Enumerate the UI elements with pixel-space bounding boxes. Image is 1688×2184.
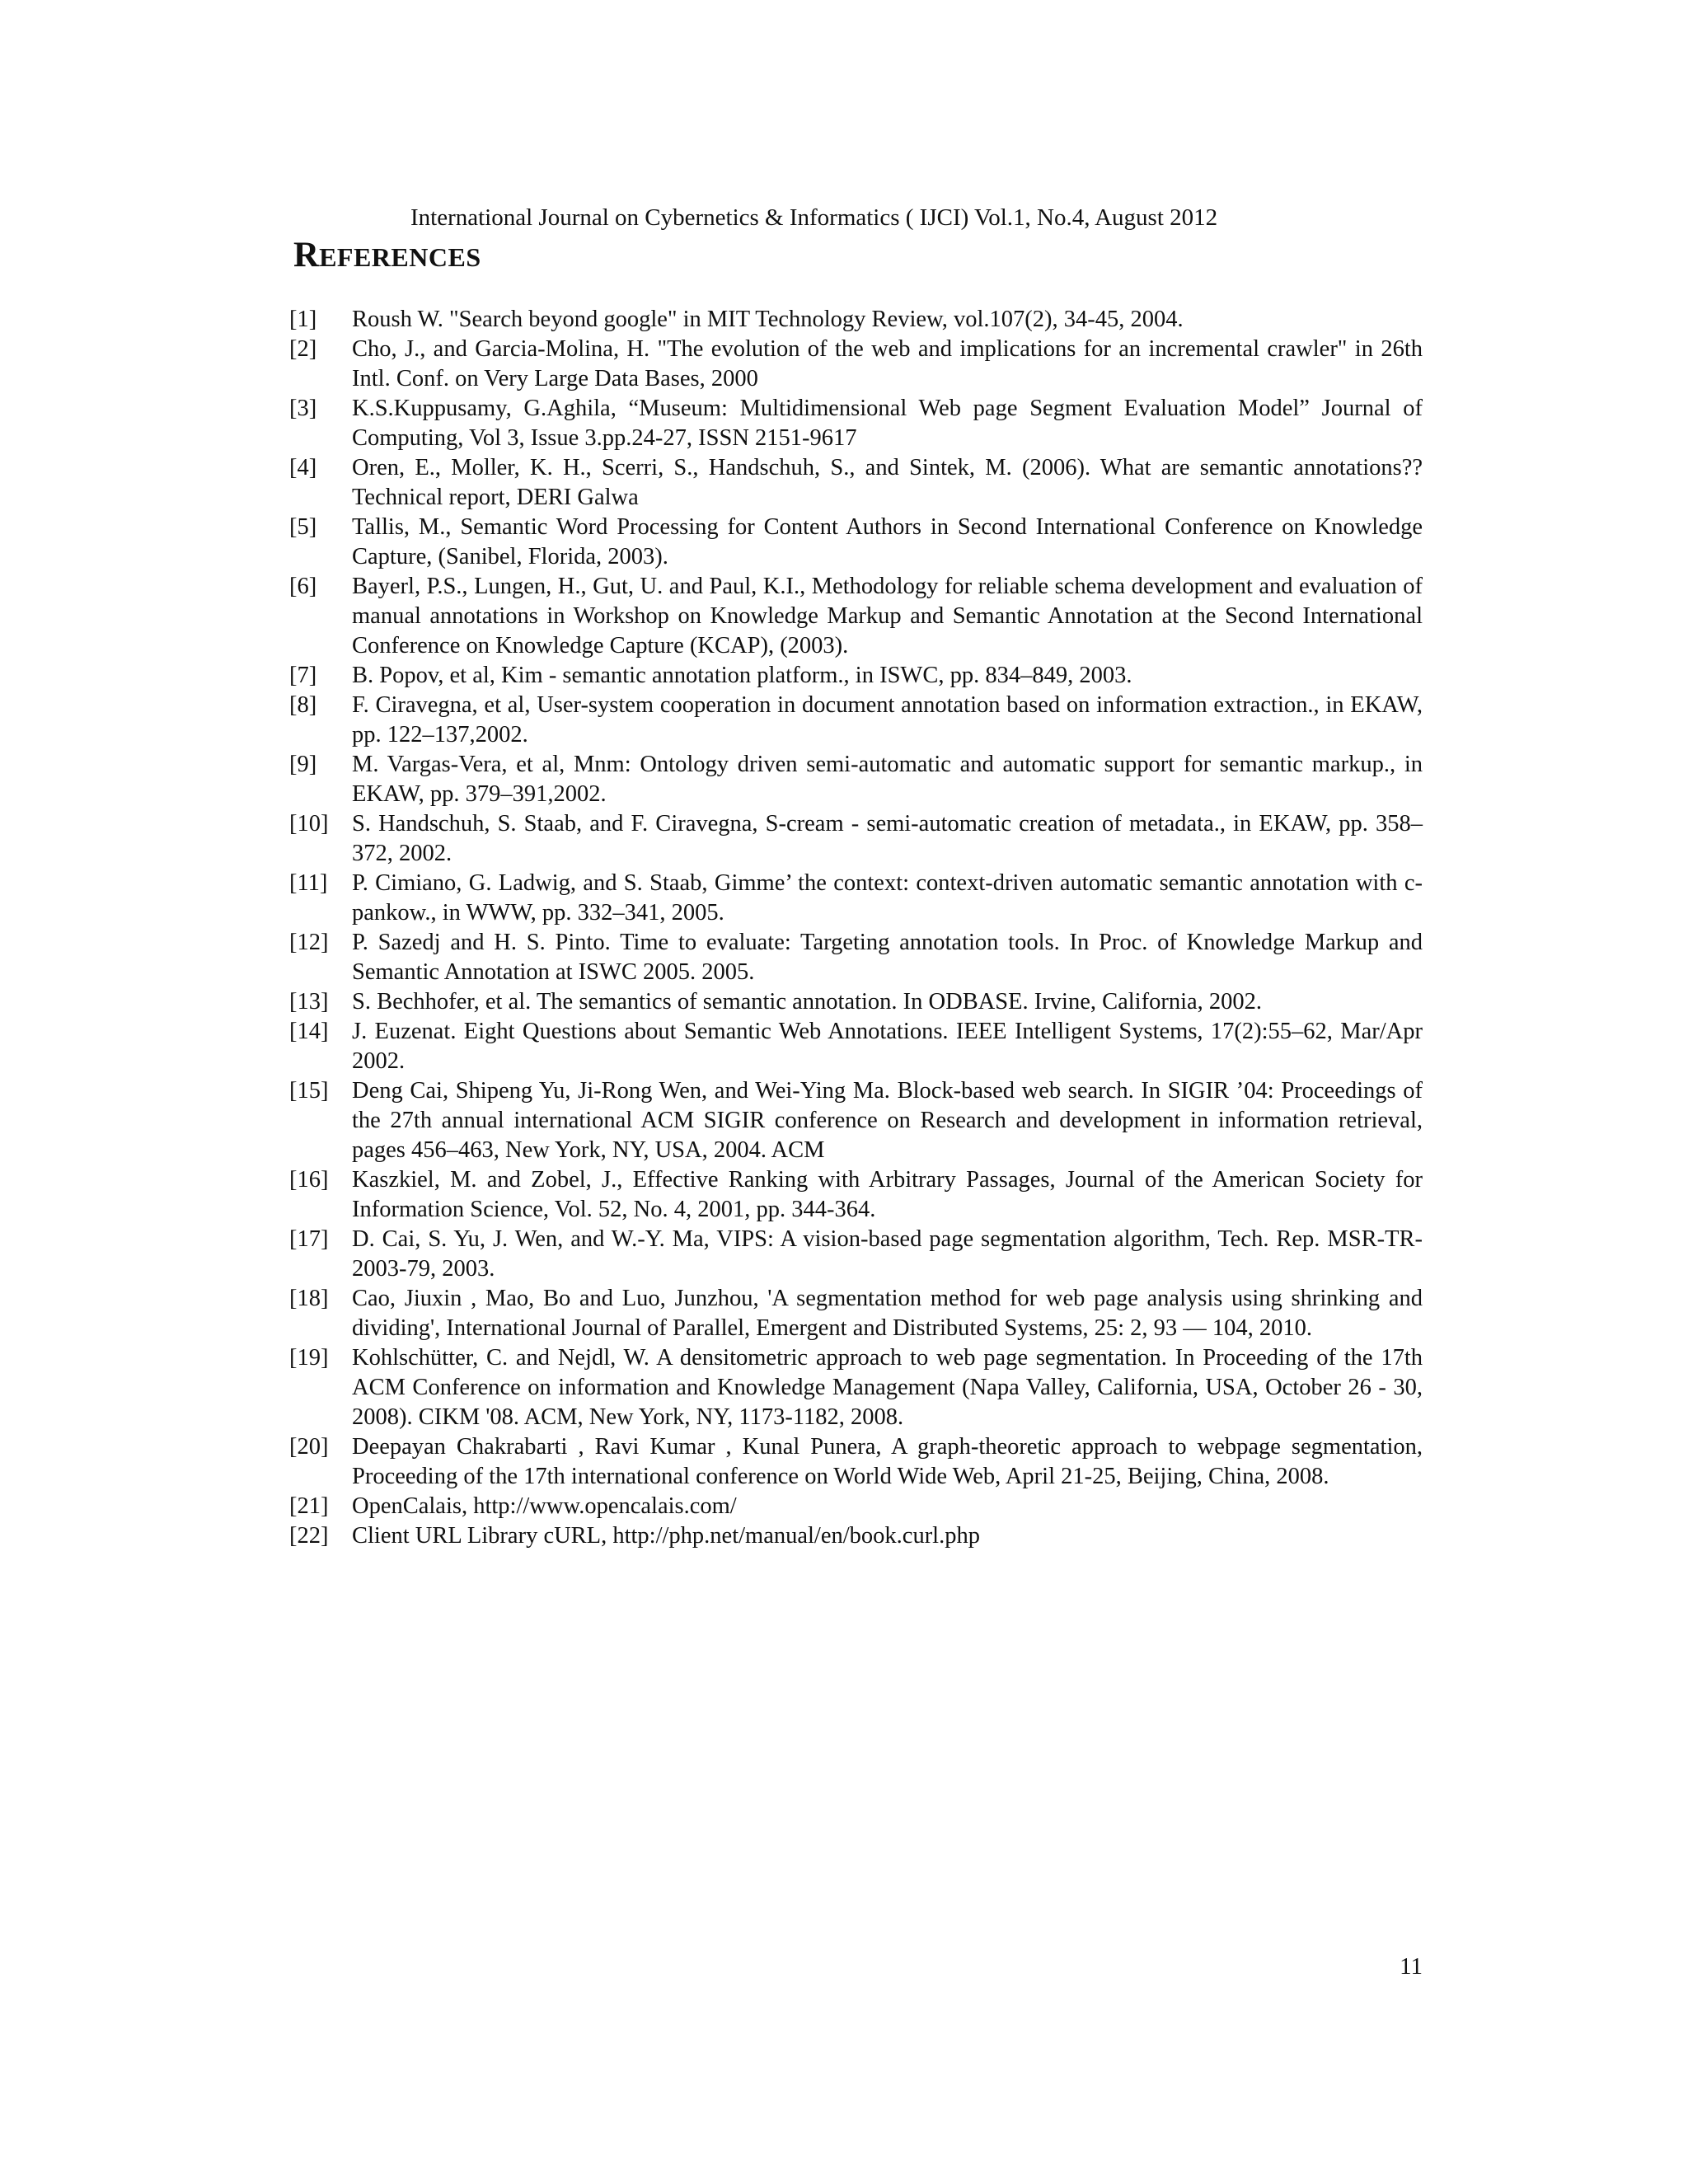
reference-number: [21] — [289, 1493, 329, 1519]
reference-item — [289, 809, 1423, 869]
reference-number: [14] — [289, 1019, 329, 1044]
reference-text: Cho, J., and Garcia-Molina, H. "The evolution of the web and implications for an incremental crawler" in 26th Intl. Conf. on Very Large Data Bases, 2000 — [352, 336, 1423, 391]
reference-text: P. Sazedj and H. S. Pinto. Time to evaluate: Targeting annotation tools. In Proc. of Knowledge Markup and Semantic Annotation at ISWC 2005. 2005. — [352, 930, 1423, 985]
reference-text: Kohlschütter, C. and Nejdl, W. A densitometric approach to web page segmentation. In Proceeding of the 17th ACM Conference on information and Knowledge Management (Napa Valley, California, USA, October 26 - 30, 2008). CIKM '08. ACM, New York, NY, 1173-1182, 2008. — [352, 1345, 1423, 1430]
reference-number: [19] — [289, 1345, 329, 1371]
reference-number: [2] — [289, 336, 317, 362]
reference-text: Deng Cai, Shipeng Yu, Ji-Rong Wen, and Wei-Ying Ma. Block-based web search. In SIGIR ’04: Proceedings of the 27th annual international ACM SIGIR conference on Research and development in information retrieval, pages 456–463, New York, NY, USA, 2004. ACM — [352, 1078, 1423, 1163]
section-title-initial: R — [293, 236, 320, 274]
reference-item — [289, 750, 1423, 809]
reference-item — [289, 1225, 1423, 1284]
reference-item — [289, 1076, 1423, 1165]
reference-number: [8] — [289, 692, 317, 718]
reference-number: [4] — [289, 455, 317, 480]
reference-item — [289, 691, 1423, 750]
reference-item — [289, 1017, 1423, 1076]
reference-text: Tallis, M., Semantic Word Processing for Content Authors in Second International Conference on Knowledge Capture, (Sanibel, Florida, 2003). — [352, 514, 1423, 569]
reference-number: [6] — [289, 574, 317, 599]
reference-number: [7] — [289, 663, 317, 688]
reference-text: P. Cimiano, G. Ladwig, and S. Staab, Gimme’ the context: context-driven automatic semantic annotation with c-pankow., in WWW, pp. 332–341, 2005. — [352, 870, 1423, 926]
section-title-rest: EFERENCES — [319, 242, 481, 272]
reference-number: [11] — [289, 870, 328, 896]
reference-number: [9] — [289, 752, 317, 777]
reference-text: K.S.Kuppusamy, G.Aghila, “Museum: Multidimensional Web page Segment Evaluation Model” Journal of Computing, Vol 3, Issue 3.pp.24-27, ISSN 2151-9617 — [352, 396, 1423, 451]
reference-text: Client URL Library cURL, http://php.net/manual/en/book.curl.php — [352, 1523, 980, 1549]
reference-item — [289, 987, 1423, 1017]
reference-text: Cao, Jiuxin , Mao, Bo and Luo, Junzhou, 'A segmentation method for web page analysis using shrinking and dividing', International Journal of Parallel, Emergent and Distributed Systems, 25: 2, 93 — 104, 2010. — [352, 1286, 1423, 1341]
reference-item — [289, 572, 1423, 661]
reference-number: [17] — [289, 1226, 329, 1252]
reference-text: F. Ciravegna, et al, User-system cooperation in document annotation based on information extraction., in EKAW, pp. 122–137,2002. — [352, 692, 1423, 748]
reference-text: OpenCalais, http://www.opencalais.com/ — [352, 1493, 737, 1519]
reference-item — [289, 869, 1423, 928]
reference-text: S. Bechhofer, et al. The semantics of semantic annotation. In ODBASE. Irvine, California, 2002. — [352, 989, 1263, 1015]
reference-number: [13] — [289, 989, 329, 1015]
reference-text: B. Popov, et al, Kim - semantic annotation platform., in ISWC, pp. 834–849, 2003. — [352, 663, 1132, 688]
reference-item — [289, 513, 1423, 572]
reference-item — [289, 1165, 1423, 1225]
reference-number: [3] — [289, 396, 317, 421]
reference-text: Bayerl, P.S., Lungen, H., Gut, U. and Paul, K.I., Methodology for reliable schema development and evaluation of manual annotations in Workshop on Knowledge Markup and Semantic Annotation at the Second International Conference on Knowledge Capture (KCAP), (2003). — [352, 574, 1423, 658]
reference-text: S. Handschuh, S. Staab, and F. Ciravegna, S-cream - semi-automatic creation of metadata., in EKAW, pp. 358–372, 2002. — [352, 811, 1423, 866]
reference-text: Kaszkiel, M. and Zobel, J., Effective Ranking with Arbitrary Passages, Journal of the American Society for Information Science, Vol. 52, No. 4, 2001, pp. 344-364. — [352, 1167, 1423, 1222]
reference-number: [18] — [289, 1286, 329, 1311]
reference-item — [289, 453, 1423, 513]
reference-number: [15] — [289, 1078, 329, 1104]
reference-text: D. Cai, S. Yu, J. Wen, and W.-Y. Ma, VIPS: A vision-based page segmentation algorithm, Tech. Rep. MSR-TR-2003-79, 2003. — [352, 1226, 1423, 1282]
reference-number: [22] — [289, 1523, 329, 1549]
reference-number: [20] — [289, 1434, 329, 1460]
reference-text: Deepayan Chakrabarti , Ravi Kumar , Kunal Punera, A graph-theoretic approach to webpage segmentation, Proceeding of the 17th international conference on World Wide Web, April 21-25, Beijing, China, 2008. — [352, 1434, 1423, 1489]
reference-text: Oren, E., Moller, K. H., Scerri, S., Handschuh, S., and Sintek, M. (2006). What are semantic annotations?? Technical report, DERI Galwa — [352, 455, 1423, 510]
section-title — [293, 237, 481, 275]
reference-list — [289, 305, 1423, 1551]
reference-item — [289, 305, 1423, 335]
reference-number: [1] — [289, 307, 317, 332]
reference-text: Roush W. "Search beyond google" in MIT Technology Review, vol.107(2), 34-45, 2004. — [352, 307, 1184, 332]
reference-item — [289, 1492, 1423, 1521]
reference-item — [289, 1521, 1423, 1551]
reference-item — [289, 394, 1423, 453]
running-header: International Journal on Cybernetics & Informatics ( IJCI) Vol.1, No.4, August 2012 — [410, 204, 1218, 231]
reference-item — [289, 1432, 1423, 1492]
page-number: 11 — [1400, 1953, 1423, 1980]
reference-number: [12] — [289, 930, 329, 955]
reference-item — [289, 1284, 1423, 1343]
reference-text: J. Euzenat. Eight Questions about Semantic Web Annotations. IEEE Intelligent Systems, 17(2):55–62, Mar/Apr 2002. — [352, 1019, 1423, 1074]
reference-item — [289, 928, 1423, 987]
reference-number: [5] — [289, 514, 317, 540]
reference-item — [289, 335, 1423, 394]
reference-number: [16] — [289, 1167, 329, 1193]
reference-item — [289, 1343, 1423, 1432]
reference-text: M. Vargas-Vera, et al, Mnm: Ontology driven semi-automatic and automatic support for semantic markup., in EKAW, pp. 379–391,2002. — [352, 752, 1423, 807]
reference-item — [289, 661, 1423, 691]
reference-number: [10] — [289, 811, 329, 837]
